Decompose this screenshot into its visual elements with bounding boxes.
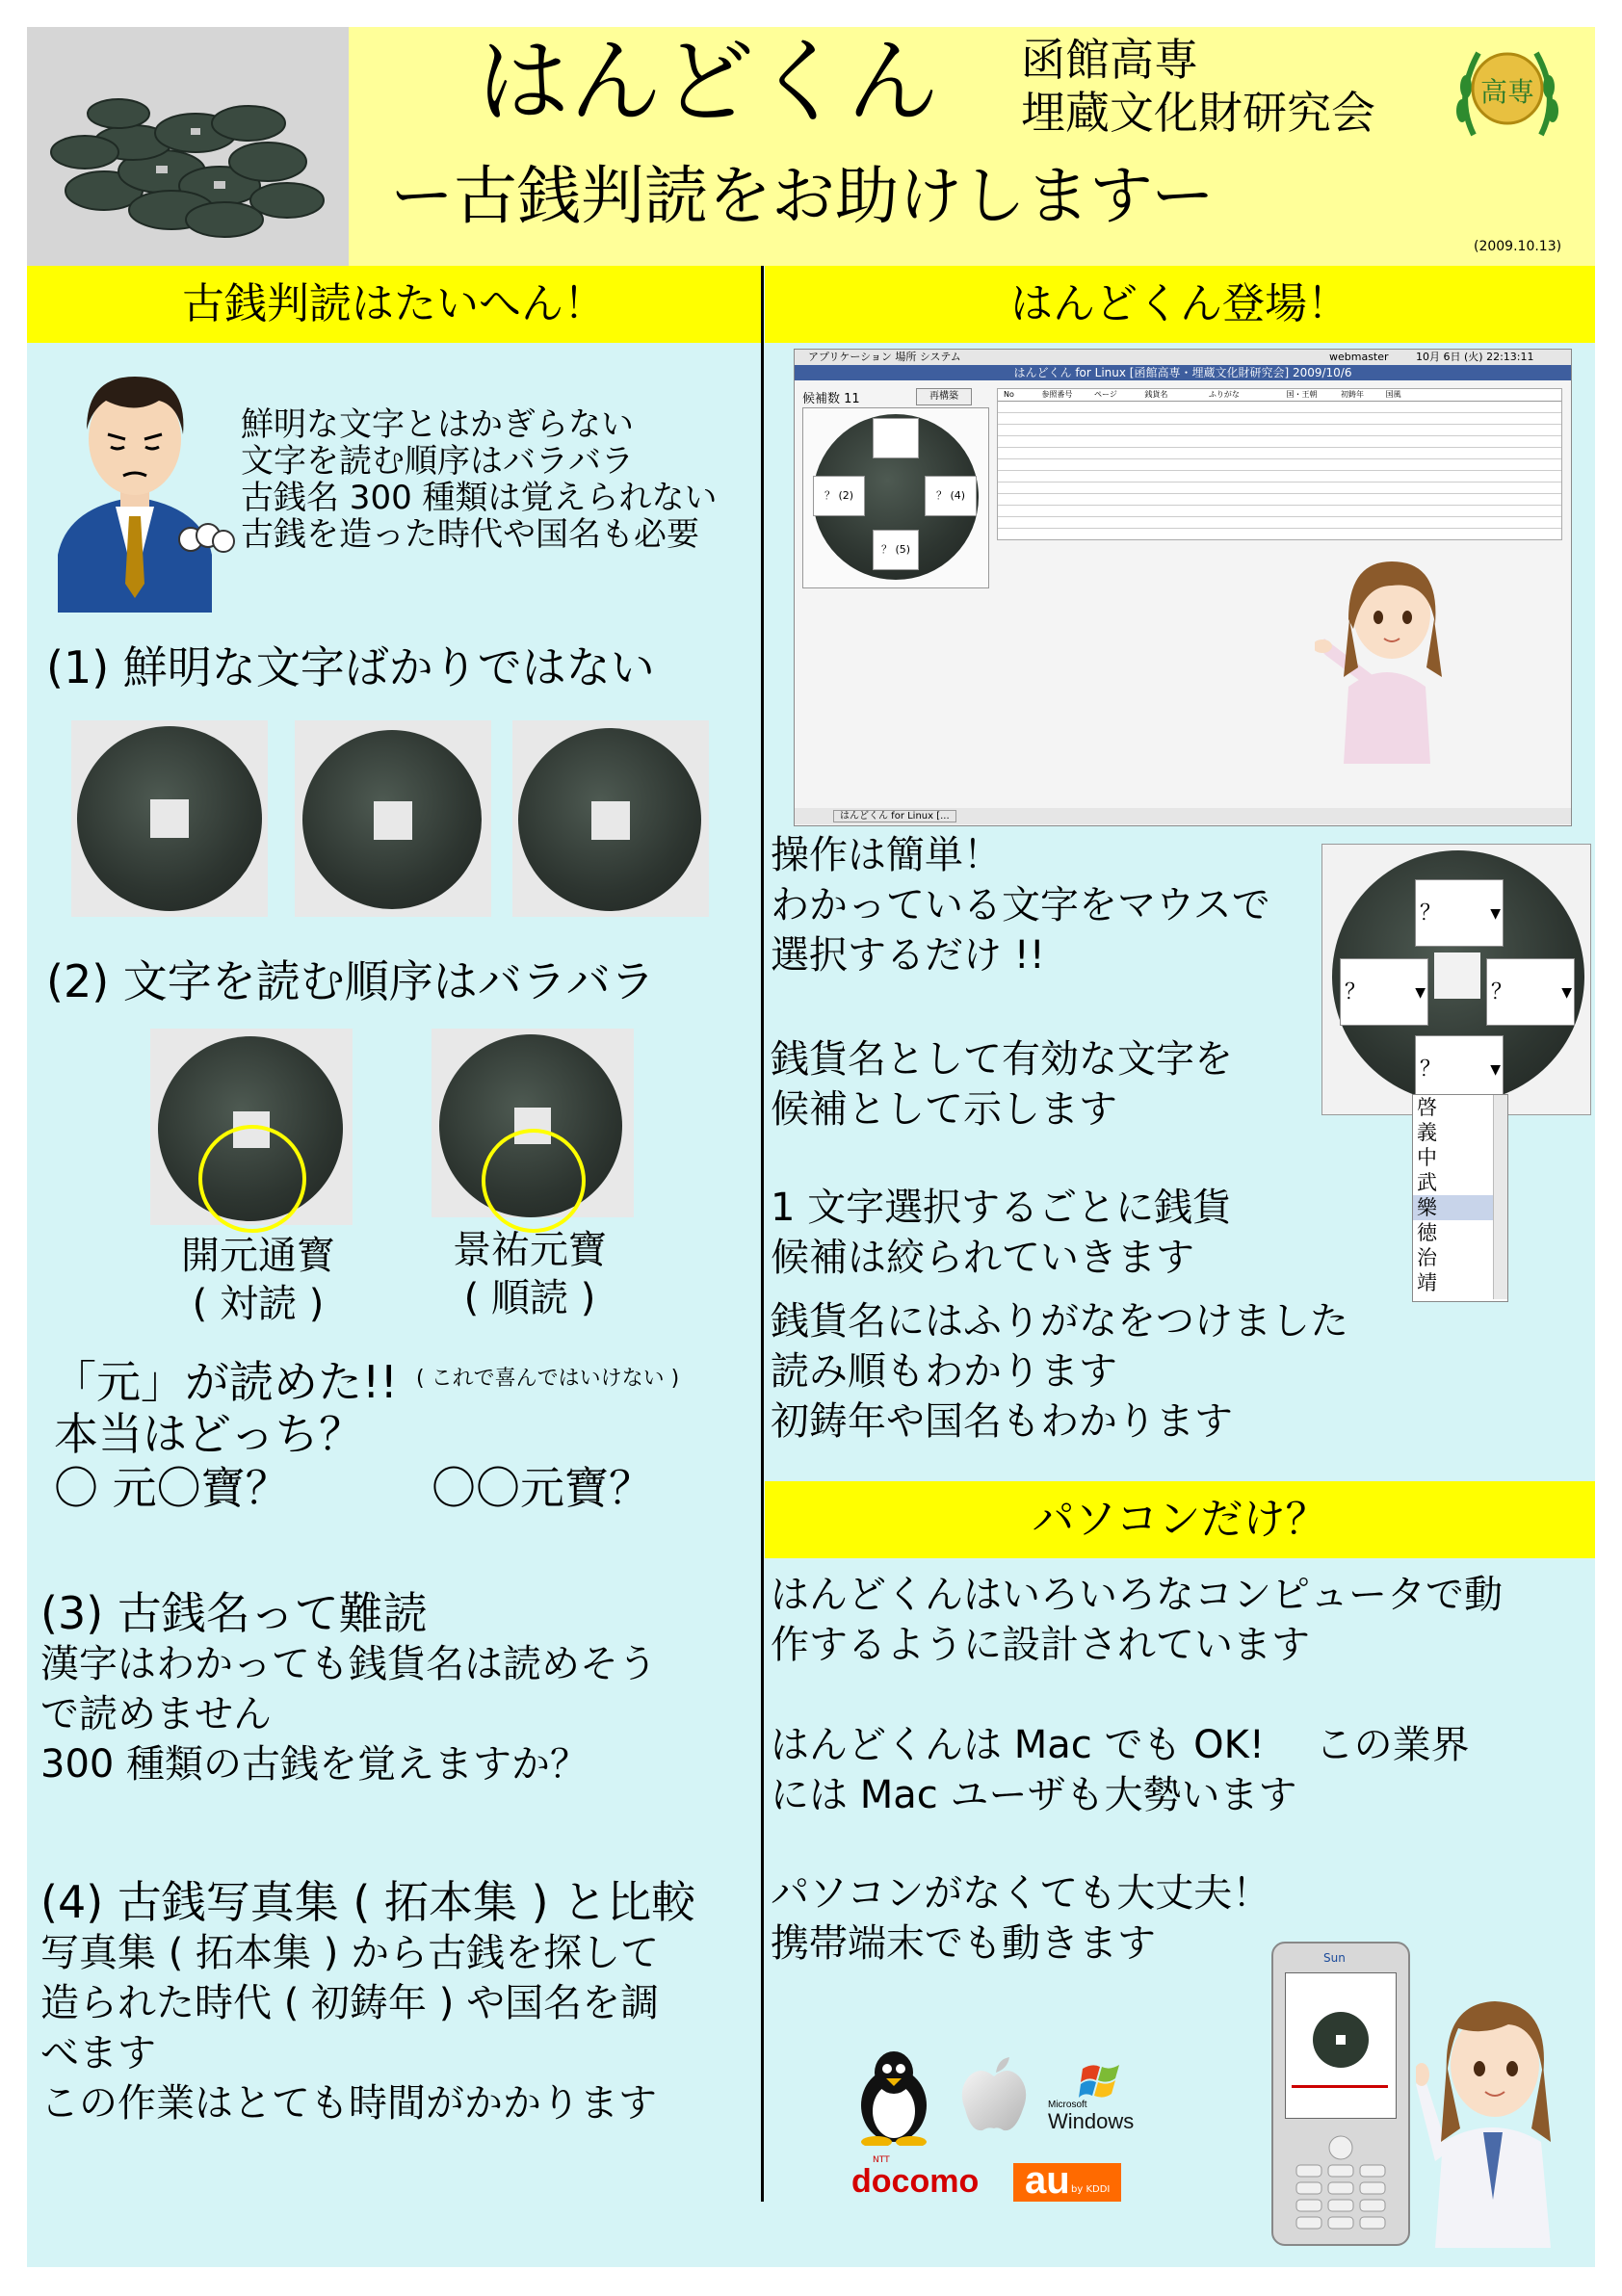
body-line: 1 文字選択するごとに銭貨 [771,1186,1232,1230]
read-note: ( これで喜んではいけない ) [416,1367,680,1391]
section-2-title: (2) 文字を読む順序はバラバラ [46,955,655,1007]
hint-text [771,1034,1233,1135]
phone-brand: Sun [1323,1951,1346,1965]
usage-text [771,830,1270,980]
body-line: この作業はとても時間がかかります [40,2081,657,2126]
section-4-body [40,1928,659,2128]
candidates-label: 候補数 11 [802,392,860,406]
dropdown-top[interactable]: ？ ▼ [1415,879,1504,947]
mac-text [771,1720,1470,1820]
body-line: には Mac ユーザも大勢います [771,1773,1297,1817]
coin-photo-2 [295,720,491,917]
problem-item: 古銭を造った時代や国名も必要 [241,515,699,554]
pc-heading: パソコンだけ？ [765,1481,1595,1558]
desktop-menubar [795,350,1571,365]
body-line: 銭貨名にはふりがなをつけました [771,1299,1348,1344]
section-3-body [40,1639,657,1789]
window-titlebar: はんどくん for Linux [函館高専・埋蔵文化財研究会] 2009/10/6 [795,365,1571,380]
coin-kaigen [150,1029,353,1225]
date-stamp: (2009.10.13) [1474,239,1562,254]
body-line: 候補は絞られていきます [771,1236,1194,1280]
body-line: 銭貨名として有効な文字を [771,1037,1233,1082]
body-line: 写真集 ( 拓本集 ) から古銭を探して [40,1931,660,1975]
coin-input-panel [802,407,989,588]
dropdown-right[interactable]: ？ ▼ [1486,958,1575,1026]
chevron-down-icon: ▼ [1490,906,1501,922]
user-text: webmaster [1329,351,1389,363]
org-line-1: 函館高専 [1021,34,1198,86]
slot-top[interactable] [873,418,919,458]
left-heading: 古銭判読はたいへん！ [27,266,761,343]
slot-bottom[interactable]: ？ (5) [873,530,919,570]
dropdown-option[interactable]: 義 [1417,1121,1437,1144]
microsoft-text: Microsoft [1048,2100,1087,2110]
coin-2-name: 景祐元寶 [453,1228,607,1272]
problem-list [241,406,718,553]
clock-text: 10月 6日 (火) 22:13:11 [1416,351,1534,363]
right-heading: はんどくん登場！ [765,266,1595,343]
dropdown-left[interactable]: ？ ▼ [1340,958,1428,1026]
highlight-circle [198,1125,306,1233]
taskbar-item[interactable]: はんどくん for Linux [... [833,810,956,822]
docomo-logo [851,2155,986,2204]
body-line: 選択するだけ !! [771,933,1045,978]
dropdown-option[interactable]: 治 [1417,1246,1437,1269]
body-line: 携帯端末でも動きます [771,1921,1156,1966]
chevron-down-icon: ▼ [1561,985,1572,1001]
kddi-text: by KDDI [1071,2184,1111,2195]
page-subtitle: ー古銭判読をお助けしますー [390,159,1216,233]
au-text: au [1025,2159,1070,2202]
organization [1021,34,1375,140]
coin-1-name: 開元通寳 [181,1234,335,1278]
body-line: べます [40,2031,156,2075]
section-3-title: (3) 古銭名って難読 [40,1587,428,1639]
read-line: 「元」が読めた!! [52,1356,398,1408]
docomo-text: docomo [851,2163,980,2200]
dropdown-option[interactable]: 啓 [1417,1096,1437,1119]
coin-dropdown-demo [1321,844,1591,1115]
problem-item: 鮮明な文字とはかぎらない [241,405,634,444]
dropdown-option[interactable]: 武 [1417,1171,1437,1194]
column-divider [761,266,764,2202]
highlight-circle [482,1129,586,1233]
option-1: 〇 元〇寶？ [54,1462,290,1514]
pointing-woman-illustration [1416,1969,1576,2248]
body-line: 操作は簡単！ [771,833,1002,877]
sigh-cloud-icon [173,520,241,559]
coin-photo-1 [71,720,268,917]
which-question: 本当はどっち？ [54,1408,364,1460]
pc-text [771,1570,1503,1670]
dropdown-scrollbar[interactable] [1493,1095,1507,1299]
table-header: No 参照番号 ページ 銭貨名 ふりがな 国・王朝 初鋳年 国風 [998,389,1561,402]
guide-woman-illustration [1315,542,1459,764]
apple-icon [959,2055,1029,2134]
menubar-text: アプリケーション 場所 システム [808,351,961,363]
emblem-text: 高専 [1479,76,1535,108]
dropdown-bottom[interactable]: ？ ▼ [1415,1035,1504,1103]
taskbar [795,808,1571,824]
body-line: で読めません [40,1692,272,1736]
phone-keypad [1293,2132,1389,2232]
body-line: 読み順もわかります [771,1349,1117,1394]
mobile-text [771,1868,1270,1969]
reselect-button[interactable]: 再構築 [916,388,972,405]
body-line: 300 種類の古銭を覚えますか？ [40,1742,589,1787]
body-line: パソコンがなくても大丈夫！ [771,1871,1271,1916]
windows-logo [1046,2061,1152,2134]
ntt-text: NTT [873,2155,890,2165]
problem-item: 文字を読む順序はバラバラ [241,442,634,481]
body-line: わかっている文字をマウスで [771,883,1270,927]
dropdown-option[interactable]: 靖 [1417,1271,1437,1294]
worried-man-illustration [48,362,222,613]
body-line: 漢字はわかっても銭貨名は読めそう [40,1642,657,1686]
school-emblem [1445,29,1570,154]
coin-1-note: ( 対読 ) [192,1282,325,1326]
dropdown-option-selected[interactable]: 樂 [1413,1195,1507,1220]
app-screenshot [794,349,1572,826]
coin-photo-3 [512,720,709,917]
dropdown-option[interactable]: 徳 [1417,1221,1437,1244]
body-line: 作するように設計されています [771,1623,1310,1667]
slot-left[interactable]: ？ (2) [813,476,865,516]
chevron-down-icon: ▼ [1490,1062,1501,1078]
narrow-text [771,1183,1231,1283]
section-1-title: (1) 鮮明な文字ばかりではない [46,641,655,693]
coin-keiyu [432,1029,634,1217]
page-title: はんどくん [477,28,939,136]
coin-pile-photo [27,27,349,266]
dropdown-options-list [1412,1094,1508,1302]
problem-item: 古銭名 300 種類は覚えられない [241,479,718,517]
linux-tux-icon [853,2048,934,2146]
body-line: 造られた時代 ( 初鋳年 ) や国名を調 [40,1981,660,2025]
section-4-title: (4) 古銭写真集 ( 拓本集 ) と比較 [40,1876,696,1928]
coin-2-note: ( 順読 ) [463,1276,596,1320]
chevron-down-icon: ▼ [1415,985,1426,1001]
furigana-text [771,1296,1348,1447]
results-table [997,388,1562,540]
slot-right[interactable]: ？ (4) [925,476,977,516]
body-line: はんどくんは Mac でも OK! この業界 [771,1723,1470,1767]
body-line: 初鋳年や国名もわかります [771,1399,1233,1444]
mobile-phone [1271,1942,1410,2246]
body-line: 候補として示します [771,1087,1117,1132]
dropdown-option[interactable]: 中 [1417,1146,1437,1169]
phone-screen [1285,1972,1397,2119]
au-logo [1013,2159,1121,2202]
body-line: はんどくんはいろいろなコンピュータで動 [771,1573,1503,1617]
windows-text: Windows [1048,2109,1135,2133]
option-2: 〇〇元寶？ [432,1462,653,1514]
org-line-2: 埋蔵文化財研究会 [1021,87,1375,139]
